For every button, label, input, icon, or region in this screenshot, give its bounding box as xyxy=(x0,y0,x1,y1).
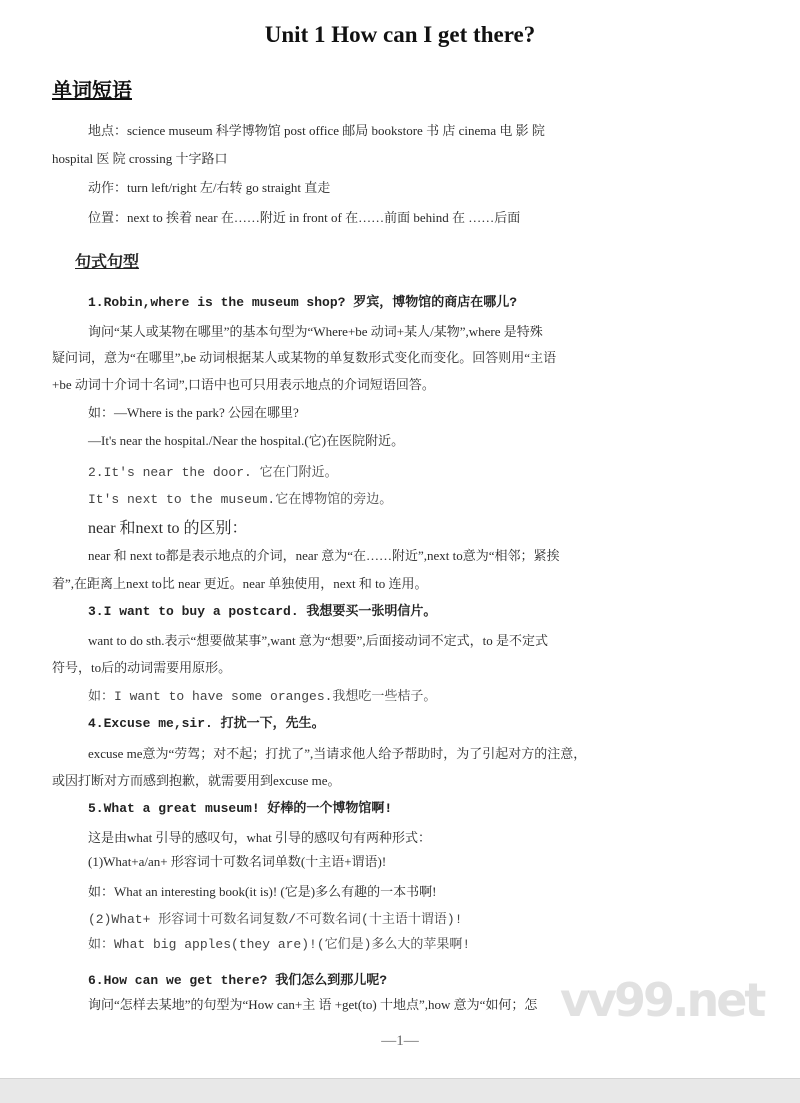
example-line: 如：I want to have some oranges.我想吃一些桔子。 xyxy=(88,689,437,704)
sentence-heading-3: 3.I want to buy a postcard. 我想要买一张明信片。 xyxy=(88,604,437,619)
paragraph-line: want to do sth.表示“想要做某事”,want 意为“想要”,后面接动词不定式，to 是不定式 xyxy=(88,633,549,648)
paragraph-line: near 和 next to都是表示地点的介词，near 意为“在……附近”,next to意为“相邻；紧挨 xyxy=(88,548,560,563)
paragraph-line: 或因打断对方而感到抱歉，就需要用到excuse me。 xyxy=(52,773,341,788)
example-line: It's next to the museum.它在博物馆的旁边。 xyxy=(88,492,393,507)
paragraph-line: 询问“某人或某物在哪里”的基本句型为“Where+be 动词+某人/某物”,where 是特殊 xyxy=(88,324,543,339)
paragraph-line: +be 动词十介词十名词”,口语中也可只用表示地点的介词短语回答。 xyxy=(52,377,435,392)
sentence-heading-2: 2.It's near the door. 它在门附近。 xyxy=(88,465,338,480)
example-line: 如：What an interesting book(it is)! (它是)多么有趣的一本书啊! xyxy=(88,884,437,899)
example-line: 如：What big apples(they are)!(它们是)多么大的苹果啊! xyxy=(88,937,471,952)
sentence-heading-5: 5.What a great museum! 好棒的一个博物馆啊! xyxy=(88,801,393,816)
sentence-heading-4: 4.Excuse me,sir. 打扰一下，先生。 xyxy=(88,716,325,731)
vocab-places-cont: hospital 医 院 crossing 十字路口 xyxy=(52,151,228,166)
section-heading-vocab: 单词短语 xyxy=(52,78,132,102)
page-title: Unit 1 How can I get there? xyxy=(264,22,536,47)
paragraph-line: 疑问词，意为“在哪里”,be 动词根据某人或某物的单复数形式变化而变化。回答则用“主语 xyxy=(52,350,557,365)
example-line: 如：—Where is the park? 公园在哪里? xyxy=(88,405,299,420)
paragraph-line: excuse me意为“劳驾；对不起；打扰了”,当请求他人给予帮助时，为了引起对方的注意， xyxy=(88,746,587,761)
page-number: —1— xyxy=(381,1033,419,1049)
section-heading-sentences: 句式句型 xyxy=(75,252,140,271)
vocab-places: 地点：science museum 科学博物馆 post office 邮局 bookstore 书 店 cinema 电 影 院 xyxy=(88,123,545,138)
paragraph-line: 符号，to后的动词需要用原形。 xyxy=(52,660,232,675)
paragraph-line: 询问“怎样去某地”的句型为“How can+主 语 +get(to) 十地点”,how 意为“如何；怎 xyxy=(88,997,538,1012)
watermark: vv99.net xyxy=(560,973,764,1027)
pattern-line: (1)What+a/an+ 形容词十可数名词单数(十主语+谓语)! xyxy=(88,854,387,869)
vocab-positions: 位置：next to 挨着 near 在……附近 in front of 在……前面 behind 在 ……后面 xyxy=(88,210,521,225)
paragraph-line: 着”,在距离上next to比 near 更近。near 单独使用，next 和 to 连用。 xyxy=(52,576,428,591)
subheading-near-next-to: near 和next to 的区别： xyxy=(88,520,248,537)
pattern-line: (2)What+ 形容词十可数名词复数/不可数名词(十主语十谓语)! xyxy=(88,912,463,927)
paragraph-line: 这是由what 引导的感叹句，what 引导的感叹句有两种形式： xyxy=(88,830,432,845)
sentence-heading-1: 1.Robin,where is the museum shop? 罗宾，博物馆的商店在哪儿? xyxy=(88,295,518,310)
page-separator-bar xyxy=(0,1078,800,1103)
sentence-heading-6: 6.How can we get there? 我们怎么到那儿呢? xyxy=(88,973,388,988)
example-line: —It's near the hospital./Near the hospital.(它)在医院附近。 xyxy=(88,433,405,448)
vocab-actions: 动作：turn left/right 左/右转 go straight 直走 xyxy=(88,180,331,195)
